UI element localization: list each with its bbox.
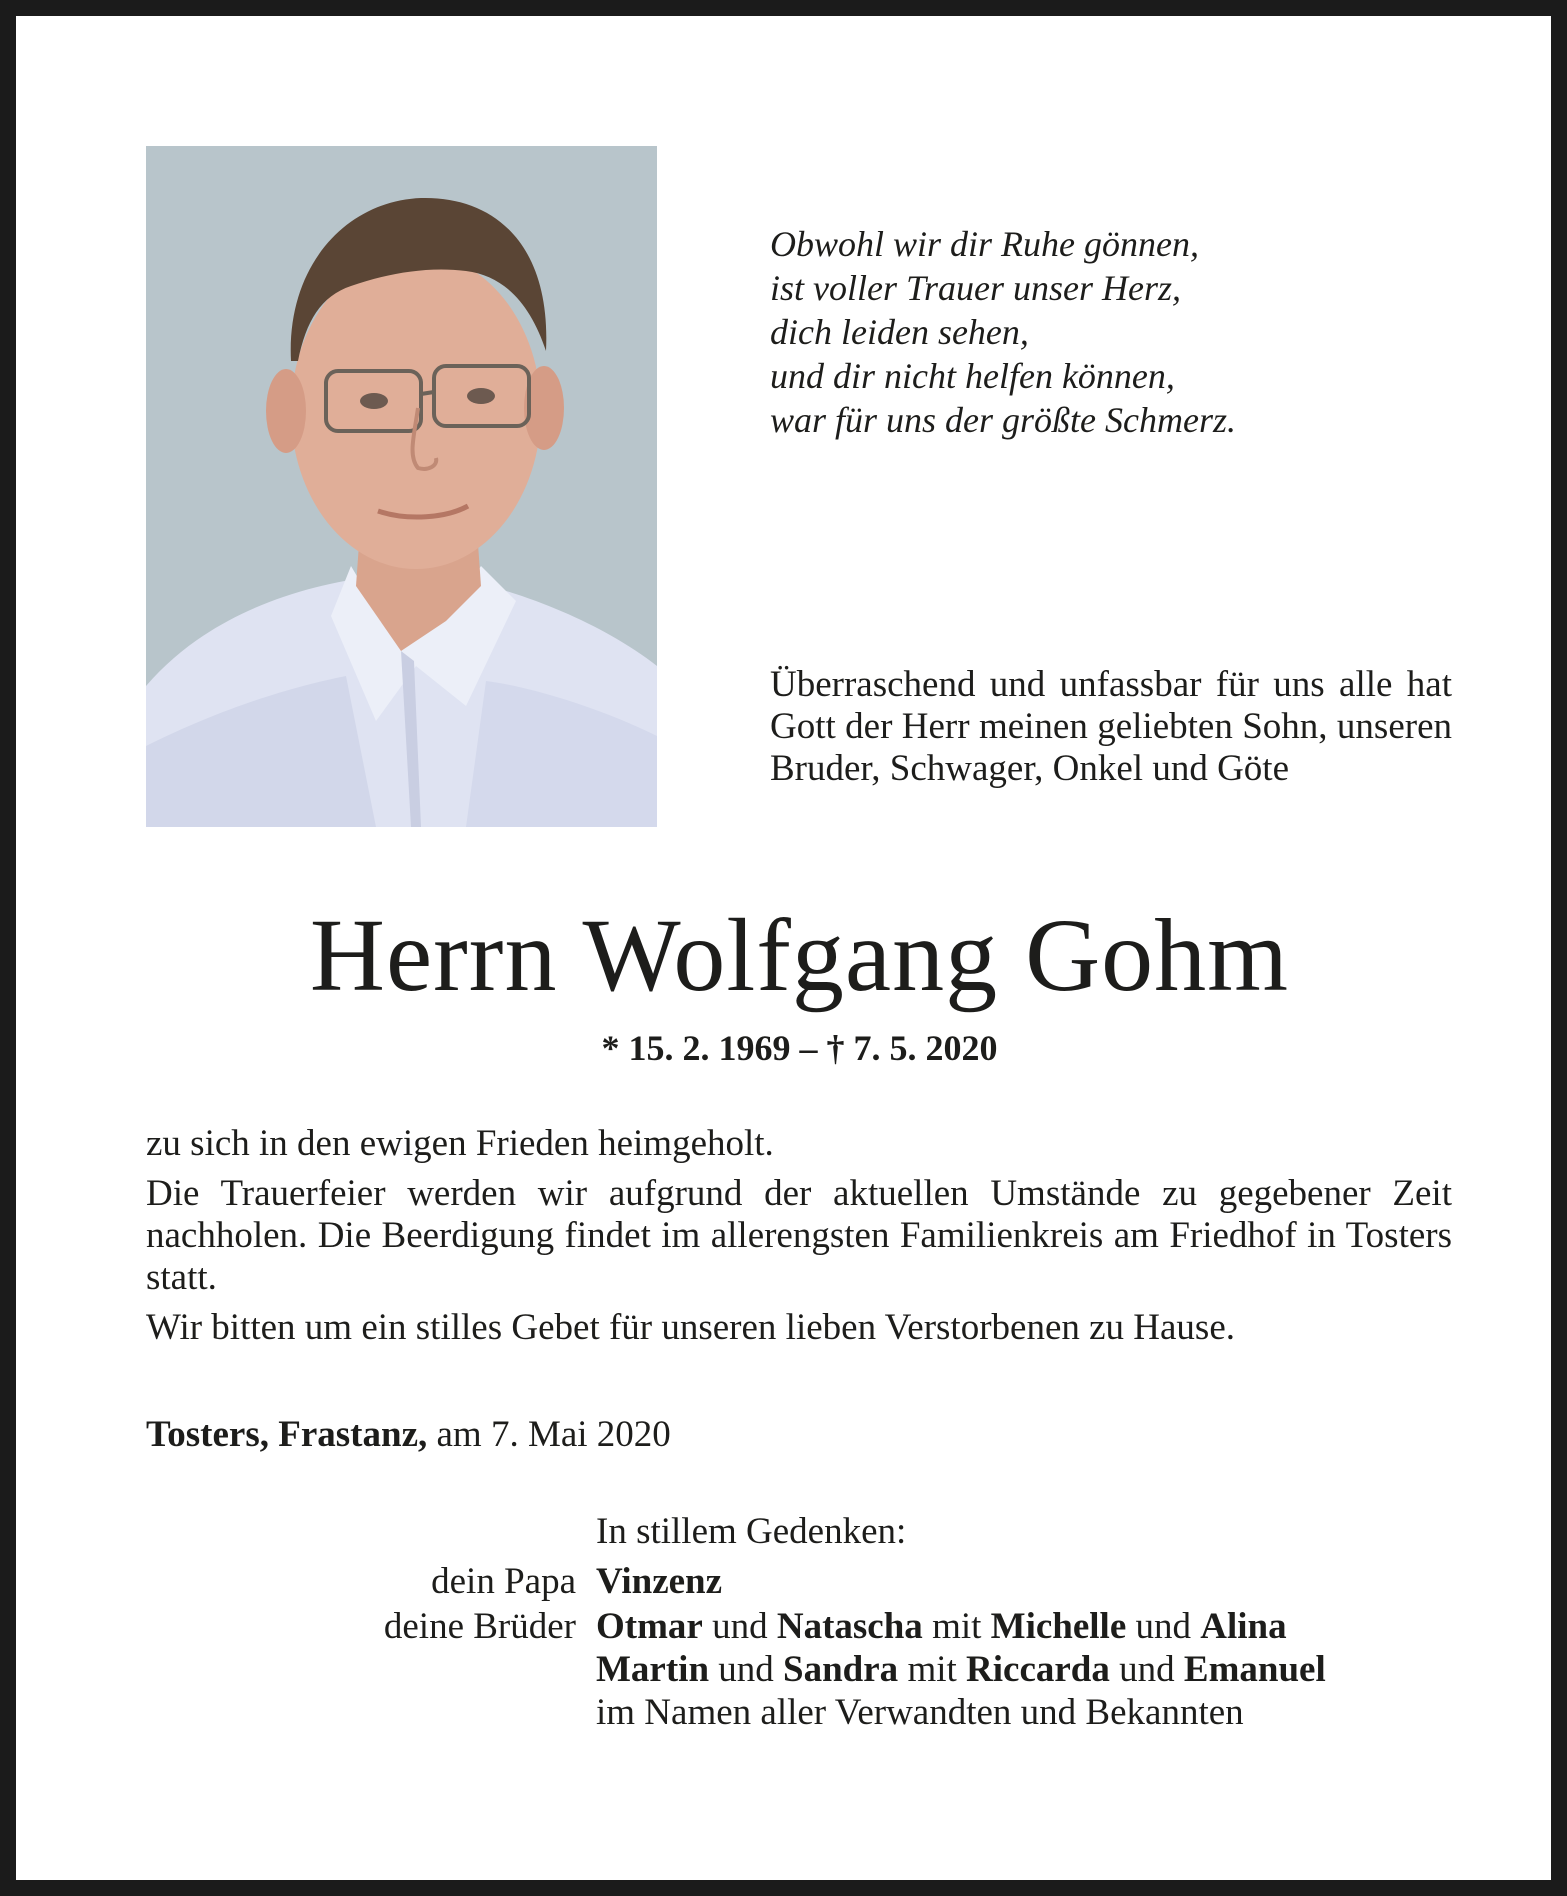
poem-line: war für uns der größte Schmerz. bbox=[770, 400, 1236, 440]
mourner-papa bbox=[596, 1561, 1476, 1603]
mourner-name: Emanuel bbox=[1183, 1649, 1326, 1690]
poem-line: und dir nicht helfen können, bbox=[770, 356, 1175, 396]
mourner-name: Otmar bbox=[596, 1606, 703, 1647]
poem-line: dich leiden sehen, bbox=[770, 312, 1029, 352]
place-and-date bbox=[146, 1413, 1046, 1457]
life-dates: * 15. 2. 1969 – † 7. 5. 2020 bbox=[601, 1028, 998, 1068]
connector-text: und bbox=[712, 1606, 768, 1647]
connector-text: und bbox=[1135, 1606, 1192, 1647]
relation-label-papa: dein Papa bbox=[431, 1561, 576, 1602]
mourners-heading: In stillem Gedenken: bbox=[596, 1511, 907, 1552]
body-paragraph: zu sich in den ewigen Frieden heimgeholt. bbox=[146, 1123, 774, 1164]
mourner-name: Vinzenz bbox=[596, 1561, 723, 1602]
announcement-date: am 7. Mai 2020 bbox=[436, 1414, 671, 1455]
deceased-name: Herrn Wolfgang Gohm bbox=[309, 898, 1290, 1013]
poem-line: ist voller Trauer unser Herz, bbox=[770, 268, 1182, 308]
announcement-intro: Überraschend und unfassbar für uns alle hat Gott der Herr meinen geliebten Sohn, unseren Bruder, Schwager, Onkel und Göte bbox=[770, 664, 1452, 789]
connector-text: und bbox=[1119, 1649, 1175, 1690]
memorial-poem bbox=[770, 222, 1470, 442]
connector-text: mit bbox=[907, 1649, 957, 1690]
announcement-body bbox=[146, 1123, 1452, 1357]
place-names: Tosters, Frastanz, bbox=[146, 1414, 428, 1455]
mourner-row bbox=[596, 1606, 1476, 1648]
connector-text: mit bbox=[932, 1606, 982, 1647]
mourner-name: Alina bbox=[1200, 1606, 1287, 1647]
poem-line: Obwohl wir dir Ruhe gönnen, bbox=[770, 224, 1199, 264]
mourner-name: Natascha bbox=[776, 1606, 923, 1647]
mourner-row bbox=[596, 1649, 1476, 1691]
body-paragraph: Wir bitten um ein stilles Gebet für unseren lieben Verstorbenen zu Hause. bbox=[146, 1307, 1236, 1348]
mourner-name: Martin bbox=[596, 1649, 710, 1690]
portrait-photo bbox=[146, 146, 657, 827]
connector-text: und bbox=[718, 1649, 774, 1690]
portrait-illustration bbox=[146, 146, 657, 827]
mourner-name: Riccarda bbox=[966, 1649, 1110, 1690]
mourners-closing: im Namen aller Verwandten und Bekannten bbox=[596, 1692, 1244, 1733]
relation-label-brothers: deine Brüder bbox=[383, 1606, 576, 1647]
body-paragraph: Die Trauerfeier werden wir aufgrund der aktuellen Umstände zu gegebener Zeit nachholen. Die Beerdigung findet im allerengsten Familienkreis am Friedhof in Tosters statt. bbox=[146, 1173, 1452, 1298]
mourner-name: Sandra bbox=[783, 1649, 899, 1690]
mourner-name: Michelle bbox=[990, 1606, 1127, 1647]
